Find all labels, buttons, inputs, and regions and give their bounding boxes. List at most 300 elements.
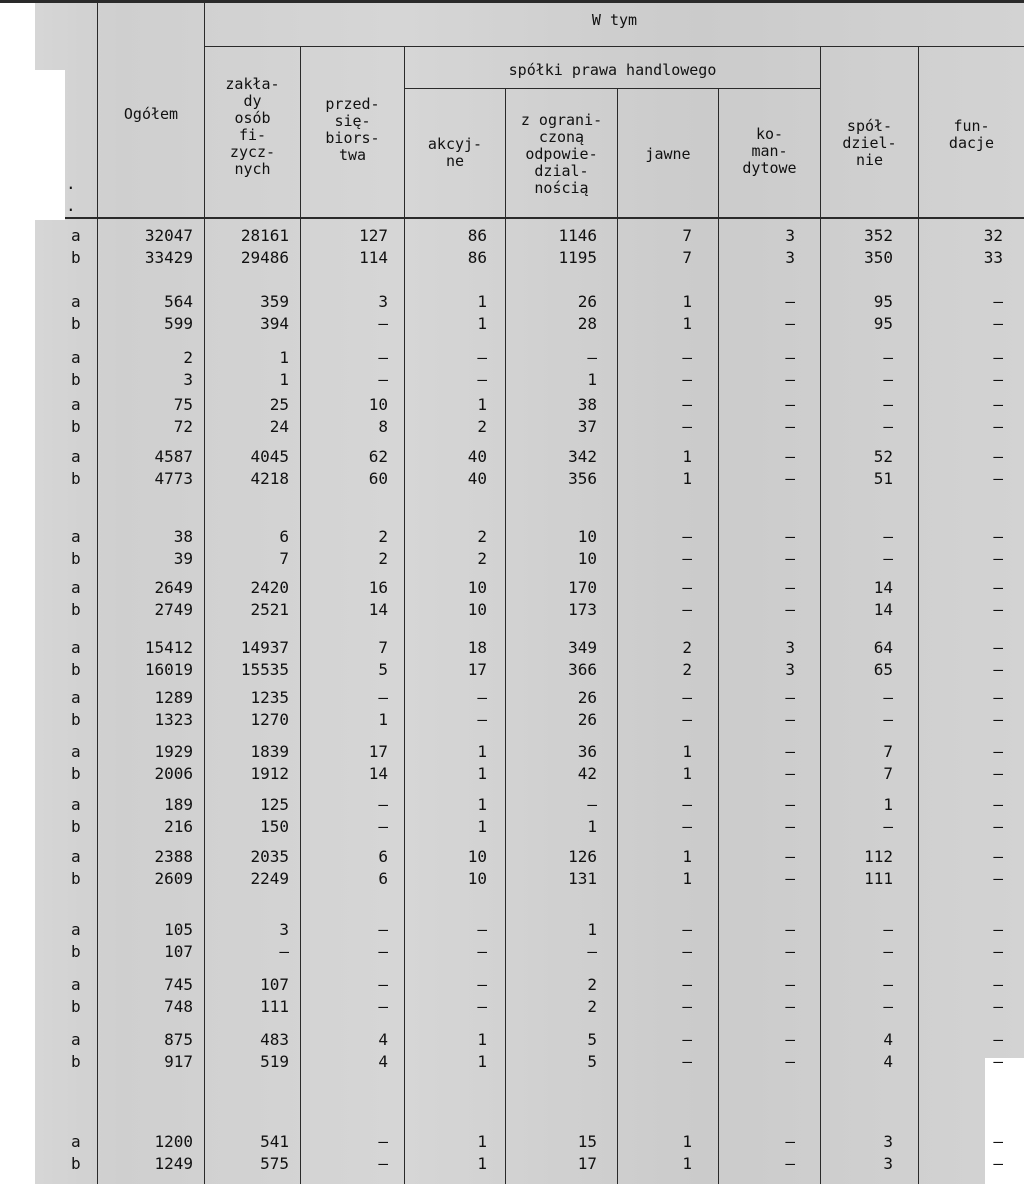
table-cell: – bbox=[883, 710, 893, 729]
table-cell: 131 bbox=[568, 869, 597, 888]
table-cell: – bbox=[993, 469, 1003, 488]
dot-mark: . bbox=[66, 196, 76, 215]
table-cell: 1929 bbox=[154, 742, 193, 761]
table-cell: 1 bbox=[477, 1030, 487, 1049]
table-cell: 28161 bbox=[240, 226, 289, 245]
table-cell: – bbox=[883, 417, 893, 436]
row-label: a bbox=[71, 395, 81, 414]
table-cell: – bbox=[785, 549, 795, 568]
table-cell: 18 bbox=[467, 638, 487, 657]
table-cell: 24 bbox=[269, 417, 289, 436]
table-cell: 1 bbox=[477, 817, 487, 836]
table-cell: – bbox=[785, 817, 795, 836]
dot-mark: . bbox=[66, 174, 76, 193]
table-cell: 1 bbox=[477, 314, 487, 333]
table-cell: – bbox=[785, 847, 795, 866]
table-cell: 5 bbox=[587, 1052, 597, 1071]
table-cell: 2006 bbox=[154, 764, 193, 783]
table-cell: 3 bbox=[279, 920, 289, 939]
table-cell: 26 bbox=[577, 710, 597, 729]
table-cell: 1200 bbox=[154, 1132, 193, 1151]
table-cell: – bbox=[785, 1052, 795, 1071]
table-cell: 2 bbox=[378, 527, 388, 546]
table-cell: 394 bbox=[260, 314, 289, 333]
table-cell: 26 bbox=[577, 292, 597, 311]
table-cell: – bbox=[993, 417, 1003, 436]
header-spolki: spółki prawa handlowego bbox=[508, 61, 717, 79]
row-label: a bbox=[71, 847, 81, 866]
table-cell: – bbox=[378, 997, 388, 1016]
table-cell: 107 bbox=[260, 975, 289, 994]
header-jawne: jawne bbox=[645, 145, 691, 163]
table-cell: – bbox=[477, 370, 487, 389]
table-cell: 1 bbox=[682, 1132, 692, 1151]
table-cell: 564 bbox=[164, 292, 193, 311]
table-cell: 36 bbox=[577, 742, 597, 761]
table-cell: 2 bbox=[682, 660, 692, 679]
table-cell: 875 bbox=[164, 1030, 193, 1049]
table-cell: 38 bbox=[577, 395, 597, 414]
table-cell: – bbox=[378, 817, 388, 836]
table-cell: – bbox=[682, 348, 692, 367]
table-cell: – bbox=[883, 688, 893, 707]
row-label: a bbox=[71, 742, 81, 761]
header-ogolem: Ogółem bbox=[123, 105, 179, 123]
table-cell: 33 bbox=[983, 248, 1003, 267]
header-akcyjne: akcyj- ne bbox=[427, 135, 483, 170]
table-cell: – bbox=[993, 920, 1003, 939]
table-cell: – bbox=[993, 817, 1003, 836]
table-cell: 10 bbox=[467, 847, 487, 866]
table-cell: – bbox=[993, 1154, 1003, 1173]
table-cell: – bbox=[587, 348, 597, 367]
table-cell: 52 bbox=[873, 447, 893, 466]
table-cell: 2 bbox=[587, 975, 597, 994]
table-cell: 95 bbox=[873, 314, 893, 333]
table-cell: 2388 bbox=[154, 847, 193, 866]
table-cell: – bbox=[785, 348, 795, 367]
table-cell: 4 bbox=[378, 1052, 388, 1071]
table-cell: 4218 bbox=[250, 469, 289, 488]
table-cell: 150 bbox=[260, 817, 289, 836]
table-cell: – bbox=[682, 370, 692, 389]
table-cell: 1 bbox=[682, 447, 692, 466]
table-cell: – bbox=[378, 1132, 388, 1151]
table-cell: – bbox=[993, 847, 1003, 866]
table-cell: 6 bbox=[378, 847, 388, 866]
table-cell: – bbox=[993, 578, 1003, 597]
table-cell: 40 bbox=[467, 447, 487, 466]
table-cell: 14 bbox=[368, 764, 388, 783]
table-cell: 2521 bbox=[250, 600, 289, 619]
table-cell: 86 bbox=[467, 248, 487, 267]
table-cell: 33429 bbox=[144, 248, 193, 267]
table-cell: 575 bbox=[260, 1154, 289, 1173]
table-cell: 1 bbox=[682, 292, 692, 311]
header-spoldzielnie: spół- dziel- nie bbox=[842, 117, 897, 169]
table-cell: 342 bbox=[568, 447, 597, 466]
table-cell: – bbox=[993, 600, 1003, 619]
table-cell: 15535 bbox=[240, 660, 289, 679]
table-cell: – bbox=[785, 600, 795, 619]
table-cell: 3 bbox=[378, 292, 388, 311]
table-cell: 112 bbox=[864, 847, 893, 866]
table-cell: – bbox=[993, 395, 1003, 414]
table-cell: 170 bbox=[568, 578, 597, 597]
table-cell: – bbox=[993, 348, 1003, 367]
table-cell: 72 bbox=[173, 417, 193, 436]
table-cell: 2 bbox=[477, 417, 487, 436]
table-cell: – bbox=[785, 527, 795, 546]
table-cell: 1 bbox=[883, 795, 893, 814]
table-cell: 1 bbox=[279, 370, 289, 389]
table-cell: 2609 bbox=[154, 869, 193, 888]
page-margin bbox=[0, 0, 35, 1184]
row-label: b bbox=[71, 997, 81, 1016]
table-cell: – bbox=[682, 688, 692, 707]
row-label: a bbox=[71, 688, 81, 707]
table-cell: – bbox=[477, 920, 487, 939]
table-cell: 5 bbox=[378, 660, 388, 679]
table-cell: – bbox=[682, 710, 692, 729]
table-cell: – bbox=[378, 942, 388, 961]
table-cell: 2035 bbox=[250, 847, 289, 866]
table-cell: – bbox=[785, 1154, 795, 1173]
table-cell: – bbox=[477, 942, 487, 961]
table-cell: 14 bbox=[368, 600, 388, 619]
table-cell: 917 bbox=[164, 1052, 193, 1071]
table-cell: 6 bbox=[279, 527, 289, 546]
table-cell: 62 bbox=[368, 447, 388, 466]
table-cell: 40 bbox=[467, 469, 487, 488]
table-cell: 10 bbox=[577, 549, 597, 568]
table-cell: 359 bbox=[260, 292, 289, 311]
table-cell: – bbox=[993, 314, 1003, 333]
row-label: a bbox=[71, 527, 81, 546]
table-cell: – bbox=[682, 942, 692, 961]
row-label: b bbox=[71, 1052, 81, 1071]
table-cell: 1 bbox=[477, 1154, 487, 1173]
table-cell: – bbox=[785, 370, 795, 389]
table-cell: – bbox=[883, 997, 893, 1016]
table-cell: 7 bbox=[682, 226, 692, 245]
table-cell: – bbox=[785, 417, 795, 436]
table-cell: 39 bbox=[173, 549, 193, 568]
table-cell: 2 bbox=[477, 549, 487, 568]
row-label: b bbox=[71, 417, 81, 436]
table-cell: 42 bbox=[577, 764, 597, 783]
table-cell: – bbox=[682, 527, 692, 546]
table-cell: – bbox=[785, 688, 795, 707]
table-cell: – bbox=[785, 578, 795, 597]
table-cell: 15 bbox=[577, 1132, 597, 1151]
row-label: a bbox=[71, 292, 81, 311]
row-label: b bbox=[71, 314, 81, 333]
table-cell: – bbox=[378, 370, 388, 389]
table-cell: – bbox=[993, 942, 1003, 961]
table-cell: 745 bbox=[164, 975, 193, 994]
table-cell: 189 bbox=[164, 795, 193, 814]
table-cell: 3 bbox=[883, 1154, 893, 1173]
table-cell: 2 bbox=[378, 549, 388, 568]
table-cell: – bbox=[993, 527, 1003, 546]
table-cell: 1 bbox=[682, 847, 692, 866]
table-cell: 7 bbox=[883, 764, 893, 783]
row-label: a bbox=[71, 447, 81, 466]
table-cell: 2420 bbox=[250, 578, 289, 597]
row-label: a bbox=[71, 638, 81, 657]
table-cell: 105 bbox=[164, 920, 193, 939]
table-cell: – bbox=[993, 997, 1003, 1016]
table-cell: – bbox=[993, 795, 1003, 814]
table-cell: 17 bbox=[368, 742, 388, 761]
table-cell: 1 bbox=[477, 742, 487, 761]
table-cell: – bbox=[682, 600, 692, 619]
table-cell: – bbox=[378, 975, 388, 994]
table-cell: 2 bbox=[477, 527, 487, 546]
table-cell: 1 bbox=[587, 920, 597, 939]
table-cell: – bbox=[993, 1030, 1003, 1049]
table-cell: 173 bbox=[568, 600, 597, 619]
table-cell: – bbox=[993, 1132, 1003, 1151]
row-label: a bbox=[71, 975, 81, 994]
table-cell: 25 bbox=[269, 395, 289, 414]
table-cell: 38 bbox=[173, 527, 193, 546]
table-cell: – bbox=[993, 370, 1003, 389]
table-cell: – bbox=[682, 795, 692, 814]
table-cell: – bbox=[477, 710, 487, 729]
table-cell: – bbox=[993, 1052, 1003, 1071]
table-cell: 125 bbox=[260, 795, 289, 814]
table-cell: – bbox=[785, 764, 795, 783]
table-cell: – bbox=[993, 688, 1003, 707]
table-cell: 2649 bbox=[154, 578, 193, 597]
col-rule bbox=[97, 0, 98, 1184]
table-cell: 4045 bbox=[250, 447, 289, 466]
table-cell: – bbox=[993, 660, 1003, 679]
page-margin-notch bbox=[35, 70, 65, 220]
table-cell: – bbox=[785, 292, 795, 311]
table-cell: – bbox=[993, 869, 1003, 888]
spolki-rule bbox=[405, 88, 820, 89]
table-cell: 1 bbox=[477, 292, 487, 311]
table-cell: 541 bbox=[260, 1132, 289, 1151]
table-cell: 60 bbox=[368, 469, 388, 488]
table-cell: – bbox=[883, 549, 893, 568]
table-cell: 4 bbox=[883, 1052, 893, 1071]
table-cell: 111 bbox=[260, 997, 289, 1016]
table-cell: – bbox=[785, 469, 795, 488]
table-cell: 2749 bbox=[154, 600, 193, 619]
table-cell: 7 bbox=[378, 638, 388, 657]
row-label: a bbox=[71, 578, 81, 597]
w-tym-rule bbox=[205, 46, 1024, 47]
table-cell: 1146 bbox=[558, 226, 597, 245]
table-cell: 32047 bbox=[144, 226, 193, 245]
table-cell: – bbox=[682, 817, 692, 836]
table-cell: 1235 bbox=[250, 688, 289, 707]
table-cell: 95 bbox=[873, 292, 893, 311]
table-cell: – bbox=[883, 348, 893, 367]
table-cell: 7 bbox=[279, 549, 289, 568]
table-cell: – bbox=[993, 764, 1003, 783]
row-label: b bbox=[71, 660, 81, 679]
row-label: b bbox=[71, 600, 81, 619]
row-label: a bbox=[71, 1030, 81, 1049]
table-cell: 216 bbox=[164, 817, 193, 836]
table-cell: 1 bbox=[477, 795, 487, 814]
table-cell: 1249 bbox=[154, 1154, 193, 1173]
table-cell: 4 bbox=[883, 1030, 893, 1049]
table-cell: 3 bbox=[883, 1132, 893, 1151]
table-cell: – bbox=[682, 920, 692, 939]
table-cell: 3 bbox=[183, 370, 193, 389]
table-cell: – bbox=[883, 920, 893, 939]
row-label: a bbox=[71, 920, 81, 939]
header-zaklady: zakła- dy osób fi- zycz- nych bbox=[225, 75, 280, 178]
table-cell: 64 bbox=[873, 638, 893, 657]
table-cell: – bbox=[682, 975, 692, 994]
table-cell: – bbox=[477, 688, 487, 707]
table-cell: 1 bbox=[587, 817, 597, 836]
table-cell: – bbox=[477, 975, 487, 994]
table-cell: 1 bbox=[682, 314, 692, 333]
table-cell: – bbox=[378, 1154, 388, 1173]
table-cell: – bbox=[477, 997, 487, 1016]
table-cell: 14937 bbox=[240, 638, 289, 657]
header-w-tym: W tym bbox=[591, 11, 638, 29]
table-cell: 350 bbox=[864, 248, 893, 267]
table-cell: – bbox=[477, 348, 487, 367]
header-z-ograniczona: z ograni- czoną odpowie- dzial- nością bbox=[520, 111, 603, 197]
header-komandytowe: ko- man- dytowe bbox=[742, 125, 797, 177]
table-cell: – bbox=[883, 527, 893, 546]
row-label: b bbox=[71, 1154, 81, 1173]
table-cell: – bbox=[785, 710, 795, 729]
table-cell: 17 bbox=[577, 1154, 597, 1173]
table-cell: 32 bbox=[983, 226, 1003, 245]
table-cell: 107 bbox=[164, 942, 193, 961]
table-cell: – bbox=[378, 920, 388, 939]
table-cell: 111 bbox=[864, 869, 893, 888]
table-cell: 2 bbox=[587, 997, 597, 1016]
table-cell: 126 bbox=[568, 847, 597, 866]
table-cell: – bbox=[785, 742, 795, 761]
row-label: b bbox=[71, 469, 81, 488]
table-cell: 1270 bbox=[250, 710, 289, 729]
table-cell: – bbox=[378, 348, 388, 367]
table-cell: – bbox=[993, 447, 1003, 466]
table-cell: – bbox=[883, 975, 893, 994]
table-cell: 1195 bbox=[558, 248, 597, 267]
table-cell: – bbox=[682, 997, 692, 1016]
row-label: b bbox=[71, 549, 81, 568]
table-cell: – bbox=[785, 920, 795, 939]
table-cell: 1 bbox=[477, 1132, 487, 1151]
table-cell: – bbox=[682, 1052, 692, 1071]
header-bottom-rule bbox=[65, 217, 1024, 219]
table-cell: 519 bbox=[260, 1052, 289, 1071]
table-cell: 1 bbox=[682, 469, 692, 488]
table-cell: 7 bbox=[682, 248, 692, 267]
table-cell: 3 bbox=[785, 660, 795, 679]
table-cell: 1 bbox=[477, 395, 487, 414]
table-cell: 28 bbox=[577, 314, 597, 333]
table-cell: 16 bbox=[368, 578, 388, 597]
table-cell: – bbox=[993, 549, 1003, 568]
top-rule bbox=[0, 0, 1024, 3]
table-cell: 17 bbox=[467, 660, 487, 679]
table-cell: 748 bbox=[164, 997, 193, 1016]
table-cell: – bbox=[785, 1132, 795, 1151]
table-cell: 1289 bbox=[154, 688, 193, 707]
table-cell: 10 bbox=[467, 600, 487, 619]
table-cell: 4 bbox=[378, 1030, 388, 1049]
row-label: b bbox=[71, 764, 81, 783]
table-cell: – bbox=[378, 314, 388, 333]
table-cell: 2 bbox=[682, 638, 692, 657]
table-cell: – bbox=[682, 1030, 692, 1049]
table-cell: 1912 bbox=[250, 764, 289, 783]
table-cell: – bbox=[682, 549, 692, 568]
table-cell: 8 bbox=[378, 417, 388, 436]
row-label: b bbox=[71, 710, 81, 729]
table-cell: – bbox=[682, 395, 692, 414]
table-cell: – bbox=[785, 942, 795, 961]
table-cell: – bbox=[682, 578, 692, 597]
table-cell: 1 bbox=[378, 710, 388, 729]
row-label: a bbox=[71, 795, 81, 814]
row-label: b bbox=[71, 248, 81, 267]
table-cell: 10 bbox=[467, 578, 487, 597]
table-cell: – bbox=[785, 314, 795, 333]
table-cell: 29486 bbox=[240, 248, 289, 267]
table-cell: – bbox=[993, 975, 1003, 994]
table-cell: 1 bbox=[682, 764, 692, 783]
table-cell: 366 bbox=[568, 660, 597, 679]
table-cell: 10 bbox=[467, 869, 487, 888]
table-cell: 3 bbox=[785, 248, 795, 267]
row-label: b bbox=[71, 869, 81, 888]
table-cell: 10 bbox=[368, 395, 388, 414]
table-cell: 6 bbox=[378, 869, 388, 888]
table-cell: 127 bbox=[359, 226, 388, 245]
table-cell: – bbox=[587, 942, 597, 961]
table-cell: 1839 bbox=[250, 742, 289, 761]
table-cell: – bbox=[993, 638, 1003, 657]
table-cell: 1 bbox=[682, 869, 692, 888]
table-cell: 1 bbox=[477, 764, 487, 783]
table-cell: 1 bbox=[682, 742, 692, 761]
table-cell: 349 bbox=[568, 638, 597, 657]
table-cell: – bbox=[682, 417, 692, 436]
table-cell: – bbox=[785, 447, 795, 466]
table-cell: – bbox=[785, 1030, 795, 1049]
header-fundacje: fun- dacje bbox=[948, 117, 995, 152]
table-cell: 37 bbox=[577, 417, 597, 436]
table-cell: 114 bbox=[359, 248, 388, 267]
table-cell: 352 bbox=[864, 226, 893, 245]
table-cell: 2 bbox=[183, 348, 193, 367]
table-cell: – bbox=[785, 869, 795, 888]
table-cell: 2249 bbox=[250, 869, 289, 888]
table-cell: – bbox=[785, 997, 795, 1016]
table-cell: – bbox=[993, 710, 1003, 729]
table-cell: 356 bbox=[568, 469, 597, 488]
table-cell: – bbox=[785, 795, 795, 814]
table-cell: – bbox=[378, 795, 388, 814]
row-label: a bbox=[71, 226, 81, 245]
